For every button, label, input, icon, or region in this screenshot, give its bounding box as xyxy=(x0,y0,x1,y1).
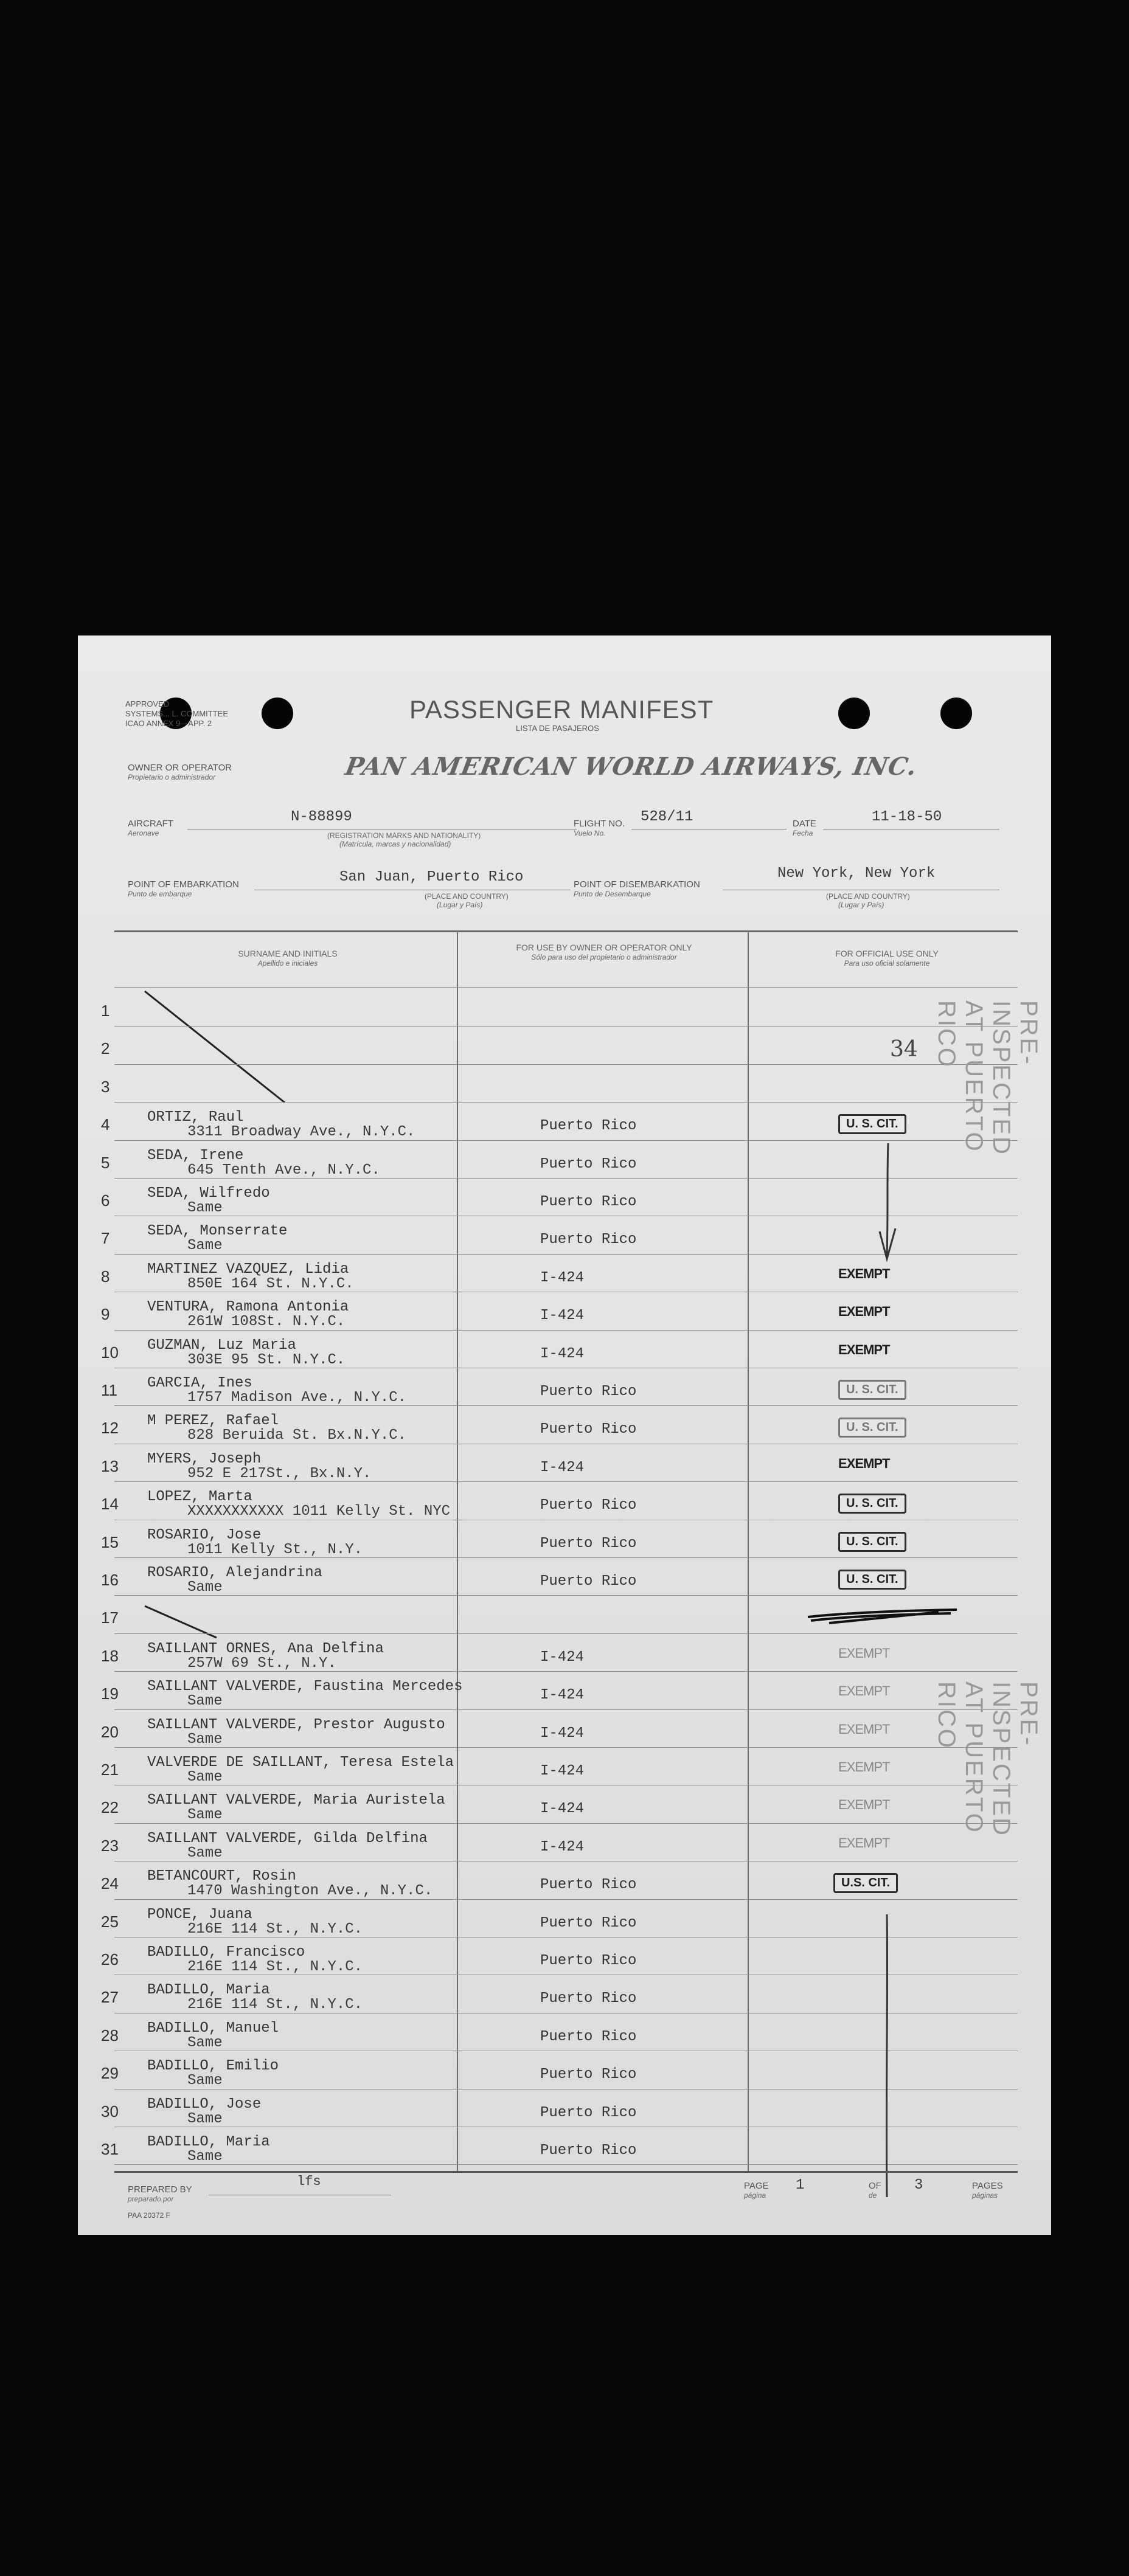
passenger-name: SAILLANT VALVERDE, Faustina Mercedes xyxy=(147,1678,463,1695)
owner-use-entry: I-424 xyxy=(540,1687,585,1704)
official-stamp: EXEMPT xyxy=(838,1683,890,1699)
owner-use-entry: Puerto Rico xyxy=(540,1194,637,1210)
passenger-address: 303E 95 St. N.Y.C. xyxy=(187,1351,346,1368)
row-rule xyxy=(114,1102,1018,1103)
row-number: 22 xyxy=(101,1798,119,1817)
owner-use-entry: I-424 xyxy=(540,1801,585,1818)
official-stamp: U. S. CIT. xyxy=(838,1114,906,1134)
passenger-name: MYERS, Joseph xyxy=(147,1450,262,1467)
row-rule xyxy=(114,1633,1018,1634)
passenger-name: SEDA, Wilfredo xyxy=(147,1185,270,1202)
official-stamp: EXEMPT xyxy=(838,1265,890,1281)
ditto-line-rows-24-31 xyxy=(869,1911,905,2203)
passenger-name: VENTURA, Ramona Antonia xyxy=(147,1299,349,1316)
official-stamp: EXEMPT xyxy=(838,1721,890,1737)
passenger-name: BADILLO, Maria xyxy=(147,1982,270,1999)
passenger-address: Same xyxy=(187,1238,223,1255)
cancel-line-rows-1-3 xyxy=(139,988,297,1110)
owner-use-entry: I-424 xyxy=(540,1725,585,1742)
disembark-label: POINT OF DISEMBARKATION xyxy=(574,879,700,890)
owner-use-entry: I-424 xyxy=(540,1763,585,1779)
official-stamp: EXEMPT xyxy=(838,1304,890,1320)
of-label-es: de xyxy=(869,2191,877,2200)
form-number: PAA 20372 F xyxy=(128,2211,170,2220)
punch-hole xyxy=(940,698,972,729)
passenger-name: SEDA, Monserrate xyxy=(147,1223,288,1240)
column-header-owner xyxy=(504,943,704,962)
passenger-name: ORTIZ, Raul xyxy=(147,1109,244,1126)
prepared-label: PREPARED BY xyxy=(128,2184,192,2195)
passenger-address: 1757 Madison Ave., N.Y.C. xyxy=(187,1390,407,1406)
passenger-address: 1470 Washington Ave., N.Y.C. xyxy=(187,1883,433,1900)
passenger-name: SAILLANT ORNES, Ana Delfina xyxy=(147,1640,384,1657)
approval-line: APPROVED xyxy=(125,699,170,708)
passenger-name: BADILLO, Francisco xyxy=(147,1944,305,1961)
row-number: 9 xyxy=(101,1305,110,1324)
prepared-label-es: preparado por xyxy=(128,2195,174,2203)
owner-use-entry: Puerto Rico xyxy=(540,1383,637,1400)
passenger-address: 257W 69 St., N.Y. xyxy=(187,1655,336,1672)
manifest-page xyxy=(78,635,1051,2235)
passenger-name: ROSARIO, Jose xyxy=(147,1526,262,1543)
passenger-address: Same xyxy=(187,1693,223,1710)
row-number: 5 xyxy=(101,1153,110,1172)
passenger-name: BADILLO, Jose xyxy=(147,2096,262,2113)
passenger-address: 261W 108St. N.Y.C. xyxy=(187,1314,346,1331)
column-header-official-en: FOR OFFICIAL USE ONLY xyxy=(835,949,939,958)
passenger-address: Same xyxy=(187,1807,223,1824)
date-value: 11-18-50 xyxy=(872,809,942,825)
row-number: 1 xyxy=(101,1002,110,1020)
row-number: 4 xyxy=(101,1115,110,1134)
approval-line: ICAO ANNEX 9—APP. 2 xyxy=(125,719,212,728)
row-number: 7 xyxy=(101,1229,110,1248)
embark-label: POINT OF EMBARKATION xyxy=(128,879,239,890)
flight-value: 528/11 xyxy=(641,809,693,825)
aircraft-label-es: Aeronave xyxy=(128,829,159,837)
prepared-value: lfs xyxy=(297,2174,321,2189)
row-number: 16 xyxy=(101,1571,119,1589)
official-stamp: EXEMPT xyxy=(838,1797,890,1813)
row-number: 23 xyxy=(101,1836,119,1855)
owner-use-entry: Puerto Rico xyxy=(540,1231,637,1248)
passenger-address: 952 E 217St., Bx.N.Y. xyxy=(187,1465,372,1482)
official-stamp: EXEMPT xyxy=(838,1342,890,1357)
passenger-name: GARCIA, Ines xyxy=(147,1375,252,1391)
passenger-address: Same xyxy=(187,1844,223,1861)
owner-use-entry: Puerto Rico xyxy=(540,1990,637,2007)
row-rule xyxy=(114,1026,1018,1027)
owner-use-entry: Puerto Rico xyxy=(540,2066,637,2083)
column-header-owner-es: Sólo para uso del propietario o administrador xyxy=(531,953,677,961)
ditto-line-rows-4-7 xyxy=(869,1140,905,1268)
column-divider xyxy=(748,930,749,2171)
official-stamp: U. S. CIT. xyxy=(838,1380,906,1400)
official-stamp: U. S. CIT. xyxy=(838,1570,906,1590)
owner-use-entry: Puerto Rico xyxy=(540,1497,637,1514)
column-header-owner-en: FOR USE BY OWNER OR OPERATOR ONLY xyxy=(516,943,692,952)
disembark-note: (PLACE AND COUNTRY) xyxy=(826,892,910,901)
row-number: 30 xyxy=(101,2102,119,2121)
approval-line: SYSTEMS... L. COMMITTEE xyxy=(125,709,229,718)
owner-use-entry: I-424 xyxy=(540,1649,585,1666)
official-stamp: EXEMPT xyxy=(838,1759,890,1774)
aircraft-note-es: (Matrícula, marcas y nacionalidad) xyxy=(339,840,451,848)
passenger-name: BETANCOURT, Rosin xyxy=(147,1868,296,1885)
row-rule xyxy=(114,1747,1018,1748)
row-number: 24 xyxy=(101,1874,119,1893)
passenger-name: BADILLO, Emilio xyxy=(147,2058,279,2075)
pages-label-es: páginas xyxy=(972,2191,998,2200)
column-divider xyxy=(457,930,458,2171)
owner-label-es: Propietario o administrador xyxy=(128,773,216,781)
passenger-address: 3311 Broadway Ave., N.Y.C. xyxy=(187,1124,415,1141)
passenger-name: PONCE, Juana xyxy=(147,1906,252,1923)
date-label: DATE xyxy=(793,819,816,829)
passenger-name: VALVERDE DE SAILLANT, Teresa Estela xyxy=(147,1754,454,1771)
row-number: 25 xyxy=(101,1912,119,1931)
passenger-name: MARTINEZ VAZQUEZ, Lidia xyxy=(147,1261,349,1278)
row-number: 20 xyxy=(101,1722,119,1741)
column-header-name-en: SURNAME AND INITIALS xyxy=(238,949,338,958)
row-number: 17 xyxy=(101,1608,119,1627)
embark-label-es: Punto de embarque xyxy=(128,890,192,898)
passenger-name: SAILLANT VALVERDE, Maria Auristela xyxy=(147,1792,445,1809)
row-number: 3 xyxy=(101,1077,110,1096)
column-header-name xyxy=(120,949,455,968)
page-value: 1 xyxy=(796,2177,805,2193)
aircraft-label: AIRCRAFT xyxy=(128,819,173,829)
passenger-address: 645 Tenth Ave., N.Y.C. xyxy=(187,1162,380,1179)
pages-label: PAGES xyxy=(972,2181,1003,2191)
official-stamp: EXEMPT xyxy=(838,1455,890,1471)
owner-use-entry: Puerto Rico xyxy=(540,1573,637,1590)
passenger-name: M PEREZ, Rafael xyxy=(147,1413,279,1430)
official-stamp: U.S. CIT. xyxy=(833,1873,898,1893)
passenger-name: ROSARIO, Alejandrina xyxy=(147,1565,323,1581)
official-stamp: EXEMPT xyxy=(838,1835,890,1851)
owner-use-entry: Puerto Rico xyxy=(540,1953,637,1969)
table-top-rule xyxy=(114,930,1018,932)
row-number: 21 xyxy=(101,1761,119,1779)
date-label-es: Fecha xyxy=(793,829,813,837)
owner-use-entry: Puerto Rico xyxy=(540,1155,637,1172)
passenger-address: 850E 164 St. N.Y.C. xyxy=(187,1275,354,1292)
owner-use-entry: Puerto Rico xyxy=(540,1421,637,1438)
passenger-name: SAILLANT VALVERDE, Prestor Augusto xyxy=(147,1716,445,1733)
embark-note-es: (Lugar y País) xyxy=(437,901,483,909)
operator-name: PAN AMERICAN WORLD AIRWAYS, INC. xyxy=(342,752,920,781)
row-number: 11 xyxy=(101,1381,117,1399)
owner-use-entry: Puerto Rico xyxy=(540,1118,637,1135)
page-count-value: 3 xyxy=(914,2177,923,2193)
cancel-line-row-17 xyxy=(139,1601,224,1644)
embark-note: (PLACE AND COUNTRY) xyxy=(425,892,509,901)
passenger-address: 216E 114 St., N.Y.C. xyxy=(187,1996,363,2013)
passenger-name: SEDA, Irene xyxy=(147,1147,244,1164)
owner-use-entry: Puerto Rico xyxy=(540,1535,637,1552)
row-number: 31 xyxy=(101,2140,119,2158)
official-stamp: EXEMPT xyxy=(838,1645,890,1661)
row-number: 29 xyxy=(101,2064,119,2083)
row-number: 2 xyxy=(101,1039,110,1058)
row-number: 26 xyxy=(101,1950,119,1968)
of-label: OF xyxy=(869,2181,881,2191)
column-header-name-es: Apellido e iniciales xyxy=(257,959,318,968)
embark-value: San Juan, Puerto Rico xyxy=(339,869,524,885)
owner-use-entry: I-424 xyxy=(540,1307,585,1324)
passenger-address: 216E 114 St., N.Y.C. xyxy=(187,1959,363,1975)
passenger-address: Same xyxy=(187,1731,223,1748)
footer-rule xyxy=(114,2171,1018,2173)
punch-hole xyxy=(262,698,293,729)
row-number: 10 xyxy=(101,1343,119,1362)
owner-use-entry: I-424 xyxy=(540,1459,585,1476)
scribble-row-17 xyxy=(805,1604,963,1628)
row-number: 8 xyxy=(101,1267,110,1286)
flight-label-es: Vuelo No. xyxy=(574,829,606,837)
official-stamp: U. S. CIT. xyxy=(838,1418,906,1438)
row-number: 12 xyxy=(101,1419,119,1438)
row-rule xyxy=(114,1823,1018,1824)
pre-inspected-stamp-lower: PRE-INSPECTED AT PUERTO RICO xyxy=(933,1681,1042,1837)
owner-use-entry: I-424 xyxy=(540,1838,585,1855)
row-number: 15 xyxy=(101,1532,119,1551)
passenger-name: BADILLO, Maria xyxy=(147,2134,270,2150)
flight-label: FLIGHT NO. xyxy=(574,819,625,829)
passenger-address: 828 Beruida St. Bx.N.Y.C. xyxy=(187,1427,407,1444)
row-number: 13 xyxy=(101,1456,119,1475)
owner-use-entry: Puerto Rico xyxy=(540,2104,637,2121)
passenger-address: Same xyxy=(187,1579,223,1596)
passenger-name: GUZMAN, Luz Maria xyxy=(147,1337,296,1354)
column-header-official-es: Para uso oficial solamente xyxy=(844,959,930,968)
pre-inspected-stamp-upper: PRE-INSPECTED AT PUERTO RICO xyxy=(933,1000,1042,1156)
passenger-address: Same xyxy=(187,2034,223,2051)
aircraft-note: (REGISTRATION MARKS AND NATIONALITY) xyxy=(327,831,481,840)
owner-label: OWNER OR OPERATOR xyxy=(128,763,232,773)
owner-use-entry: Puerto Rico xyxy=(540,2028,637,2045)
row-number: 28 xyxy=(101,2026,119,2045)
row-number: 27 xyxy=(101,1988,119,2007)
page-label-es: página xyxy=(744,2191,766,2200)
row-rule xyxy=(114,1064,1018,1065)
page-title: PASSENGER MANIFEST xyxy=(409,695,714,724)
row-number: 18 xyxy=(101,1646,119,1665)
passenger-address: Same xyxy=(187,2072,223,2090)
row-number: 14 xyxy=(101,1495,119,1514)
passenger-name: SAILLANT VALVERDE, Gilda Delfina xyxy=(147,1830,428,1847)
official-stamp: U. S. CIT. xyxy=(838,1532,906,1552)
passenger-address: Same xyxy=(187,2110,223,2127)
disembark-note-es: (Lugar y País) xyxy=(838,901,884,909)
passenger-address: XXXXXXXXXXX 1011 Kelly St. NYC xyxy=(187,1503,451,1520)
passenger-name: BADILLO, Manuel xyxy=(147,2020,279,2037)
owner-use-entry: Puerto Rico xyxy=(540,2142,637,2159)
passenger-address: 1011 Kelly St., N.Y. xyxy=(187,1541,363,1558)
header-bottom-rule xyxy=(114,987,1018,988)
column-header-official xyxy=(765,949,1009,968)
aircraft-value: N-88899 xyxy=(291,809,352,825)
row-rule xyxy=(114,1709,1018,1710)
disembark-label-es: Punto de Desembarque xyxy=(574,890,651,898)
punch-hole xyxy=(838,698,870,729)
official-stamp: U. S. CIT. xyxy=(838,1494,906,1514)
passenger-address: 216E 114 St., N.Y.C. xyxy=(187,1920,363,1937)
owner-use-entry: I-424 xyxy=(540,1345,585,1362)
owner-use-entry: Puerto Rico xyxy=(540,1914,637,1931)
passenger-name: LOPEZ, Marta xyxy=(147,1489,252,1506)
owner-use-entry: I-424 xyxy=(540,1269,585,1286)
handwritten-count: 34 xyxy=(890,1037,918,1062)
page-title-es: LISTA DE PASAJEROS xyxy=(516,724,599,733)
passenger-address: Same xyxy=(187,2148,223,2165)
disembark-value: New York, New York xyxy=(777,865,936,882)
row-rule xyxy=(114,1595,1018,1596)
row-number: 6 xyxy=(101,1191,110,1210)
row-number: 19 xyxy=(101,1684,119,1703)
passenger-address: Same xyxy=(187,1200,223,1216)
owner-use-entry: Puerto Rico xyxy=(540,1877,637,1894)
page-label: PAGE xyxy=(744,2181,769,2191)
passenger-address: Same xyxy=(187,1769,223,1785)
